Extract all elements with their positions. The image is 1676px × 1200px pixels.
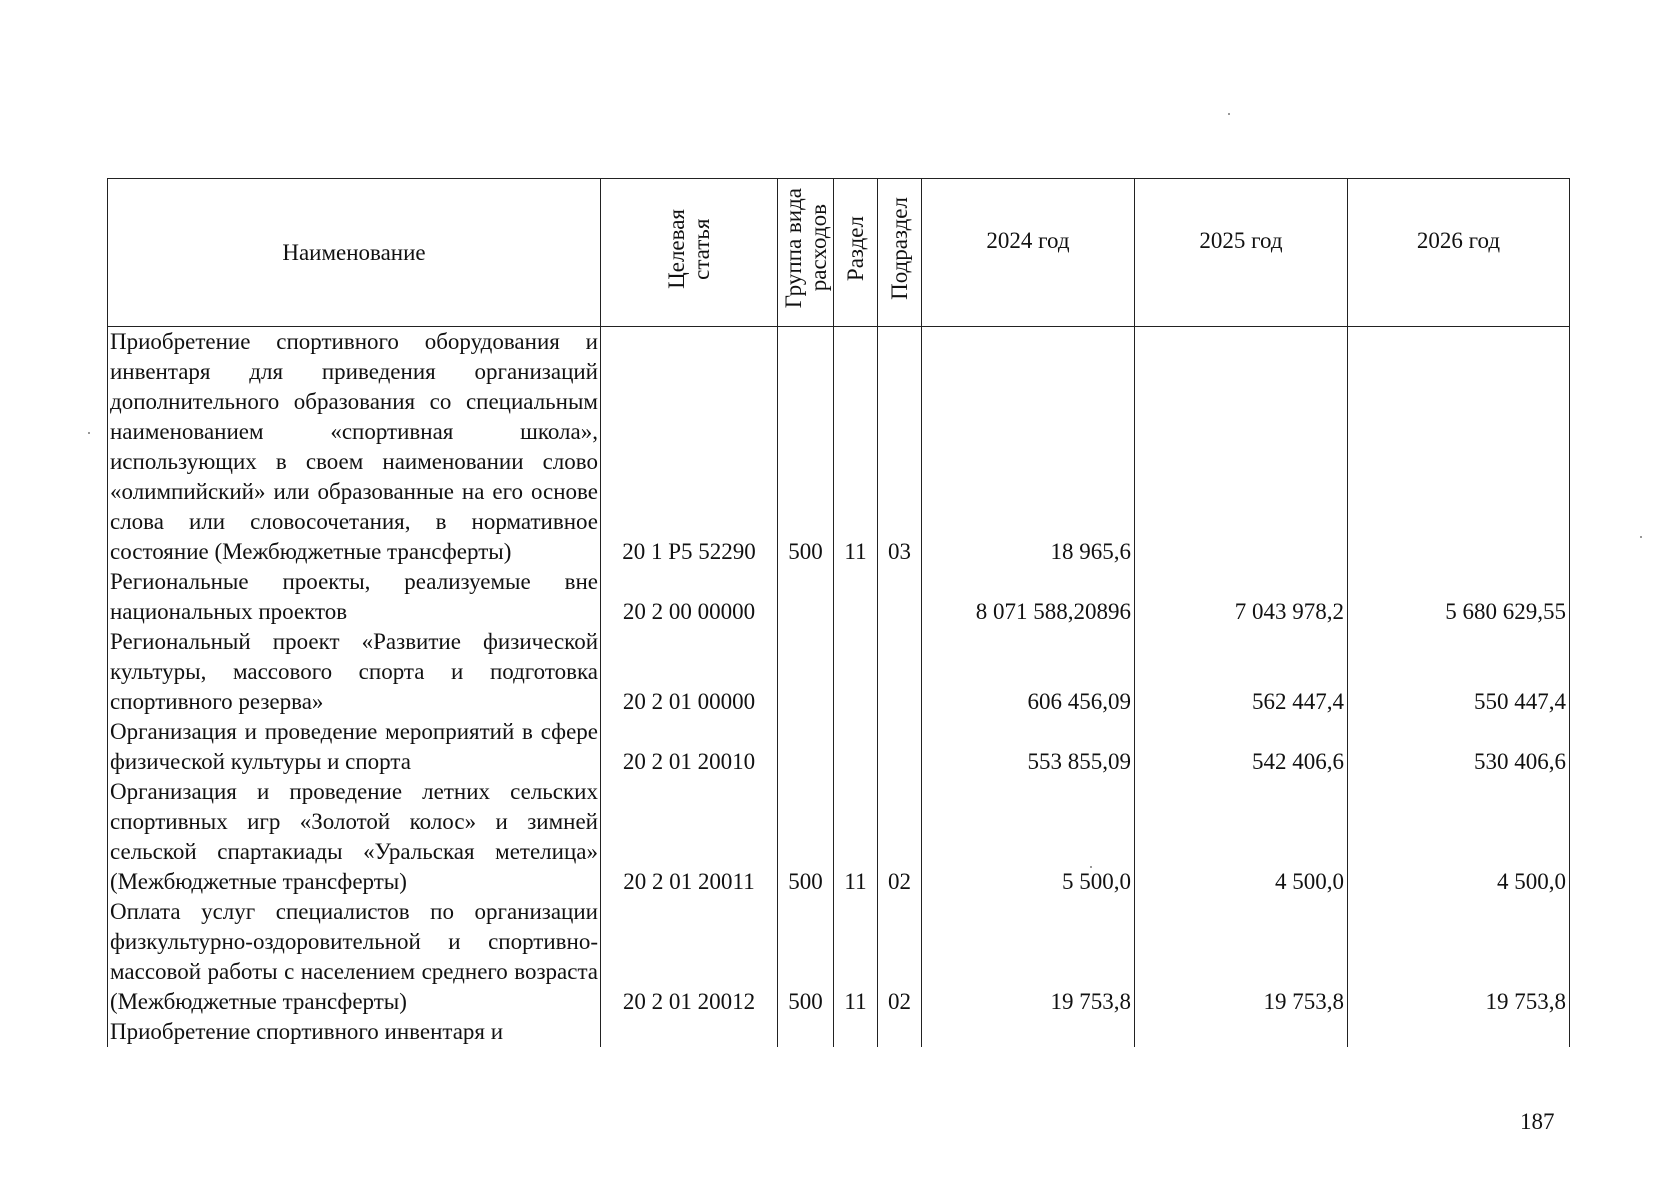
header-name [108,179,601,327]
budget-table [107,178,1570,1047]
row-code: 20 2 01 00000 [601,627,778,717]
page-number: 187 [1520,1109,1555,1134]
header-subsection [878,179,922,327]
header-name-label: Наименование [282,239,426,265]
row-group: 500 [778,777,834,897]
row-2026 [1348,327,1570,568]
row-subsection: 03 [878,327,922,568]
budget-table-wrapper [107,178,1569,1047]
scan-speck [1228,113,1230,115]
header-year-2025 [1135,179,1348,327]
row-section [834,717,878,777]
row-2024: 18 965,6 [922,327,1135,568]
row-2026: 5 680 629,55 [1348,567,1570,627]
row-name: Организация и проведение летних сельских спортивных игр «Золотой колос» и зимней сельской спартакиады «Уральская метелица» (Межбюджетные трансферты) [108,777,601,897]
table-row [108,1017,1570,1047]
header-subsection-label: Подраздел [887,197,912,300]
row-2026: 4 500,0 [1348,777,1570,897]
table-row [108,777,1570,897]
row-name: Региональный проект «Развитие физической культуры, массового спорта и подготовка спортивного резерва» [108,627,601,717]
row-2025 [1135,1017,1348,1047]
header-year-2026-label: 2026 год [1416,227,1501,253]
row-2026: 19 753,8 [1348,897,1570,1017]
row-name: Приобретение спортивного оборудования и инвентаря для приведения организаций дополнительного образования со специальным наименованием «спортивная школа», использующих в своем наименовании слово «олимпийский» или образованные на его основе слова или словосочетания, в нормативное состояние (Межбюджетные трансферты) [108,327,601,568]
row-code: 20 2 01 20012 [601,897,778,1017]
row-subsection [878,717,922,777]
row-2025 [1135,327,1348,568]
row-2026: 550 447,4 [1348,627,1570,717]
row-group: 500 [778,897,834,1017]
row-subsection: 02 [878,777,922,897]
row-code: 20 1 Р5 52290 [601,327,778,568]
row-group: 500 [778,327,834,568]
row-name: Приобретение спортивного инвентаря и [108,1017,601,1047]
header-section [834,179,878,327]
row-code [601,1017,778,1047]
table-header-row [108,179,1570,327]
table-row [108,567,1570,627]
row-group [778,627,834,717]
row-section: 11 [834,897,878,1017]
table-row [108,327,1570,568]
scan-speck [88,432,90,434]
header-target-article [601,179,778,327]
table-row [108,897,1570,1017]
scan-speck [1640,536,1642,538]
row-section [834,567,878,627]
header-year-2026 [1348,179,1570,327]
row-name: Организация и проведение мероприятий в сфере физической культуры и спорта [108,717,601,777]
row-subsection [878,567,922,627]
row-section [834,1017,878,1047]
row-group [778,567,834,627]
row-2024: 8 071 588,20896 [922,567,1135,627]
row-section: 11 [834,327,878,568]
table-row [108,627,1570,717]
header-year-2025-label: 2025 год [1199,227,1283,253]
row-subsection [878,1017,922,1047]
row-2024: 553 855,09 [922,717,1135,777]
row-2025: 7 043 978,2 [1135,567,1348,627]
row-name: Региональные проекты, реализуемые вне национальных проектов [108,567,601,627]
row-2024: 19 753,8 [922,897,1135,1017]
header-year-2024 [922,179,1135,327]
row-2025: 562 447,4 [1135,627,1348,717]
header-expense-group-label: Группа вида расходов [780,188,831,309]
table-row [108,717,1570,777]
header-expense-group [778,179,834,327]
scan-speck [1090,866,1092,868]
row-subsection: 02 [878,897,922,1017]
row-group [778,717,834,777]
row-section [834,627,878,717]
row-2025: 542 406,6 [1135,717,1348,777]
row-code: 20 2 00 00000 [601,567,778,627]
row-subsection [878,627,922,717]
row-name: Оплата услуг специалистов по организации физкультурно-оздоровительной и спортивно-массовой работы с населением среднего возраста (Межбюджетные трансферты) [108,897,601,1017]
row-code: 20 2 01 20010 [601,717,778,777]
row-2025: 4 500,0 [1135,777,1348,897]
row-2026: 530 406,6 [1348,717,1570,777]
header-target-article-label: Целевая статья [664,208,714,289]
row-group [778,1017,834,1047]
row-2026 [1348,1017,1570,1047]
row-2024: 606 456,09 [922,627,1135,717]
row-section: 11 [834,777,878,897]
header-section-label: Раздел [843,215,868,282]
row-code: 20 2 01 20011 [601,777,778,897]
row-2025: 19 753,8 [1135,897,1348,1017]
row-2024: 5 500,0 [922,777,1135,897]
header-year-2024-label: 2024 год [986,227,1070,253]
row-2024 [922,1017,1135,1047]
